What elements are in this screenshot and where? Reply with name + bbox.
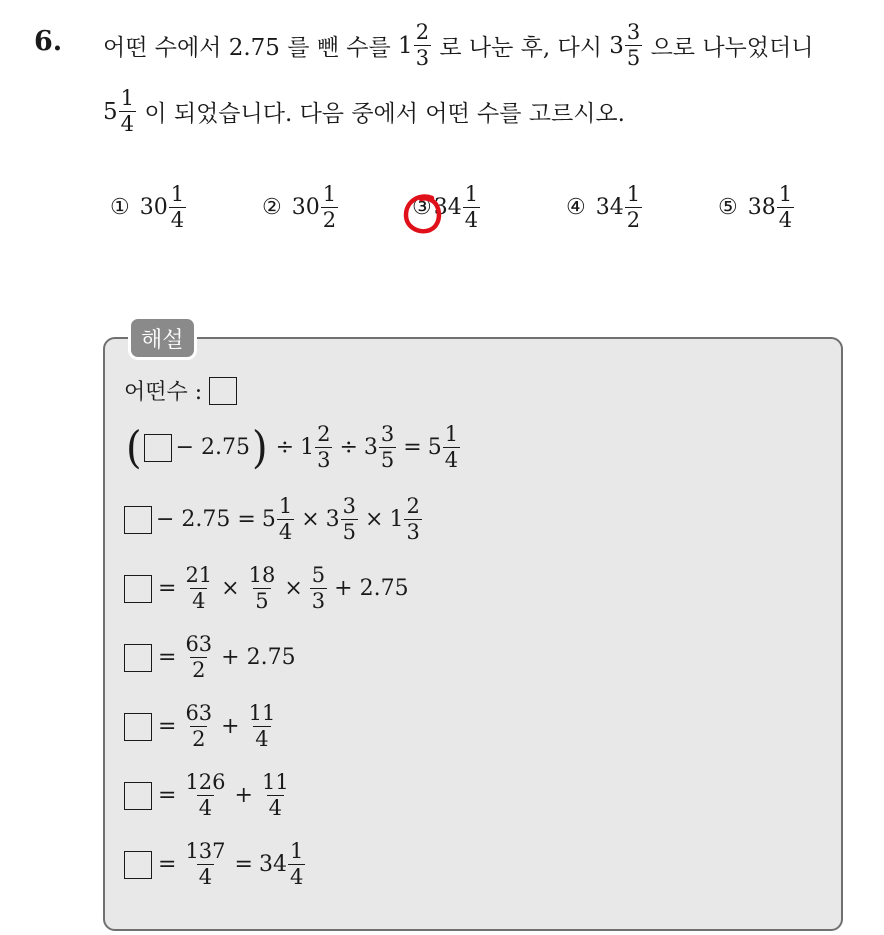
operator: × (221, 576, 240, 601)
fraction-numerator: 3 (342, 494, 357, 518)
fraction-numerator: 3 (380, 422, 395, 446)
operator: × (365, 507, 384, 532)
solution-term: + 2.75 (334, 576, 409, 601)
paren-close: ) (252, 422, 268, 473)
solution-line-4 (124, 565, 409, 612)
choice-fraction (625, 184, 642, 231)
choice-fraction (463, 184, 480, 231)
unknown-box (209, 377, 237, 405)
fraction-numerator: 1 (322, 182, 337, 206)
fraction-denominator: 4 (444, 448, 459, 472)
fraction-numerator: 2 (317, 422, 331, 446)
fraction (315, 424, 332, 471)
fraction-numerator: 3 (626, 20, 641, 44)
mixed-fraction (103, 88, 137, 135)
fraction-numerator: 137 (185, 839, 226, 863)
fraction (183, 841, 227, 888)
choice-whole: 30 (139, 195, 168, 220)
fraction-denominator: 3 (406, 520, 420, 544)
operator: × (301, 507, 320, 532)
fraction-numerator: 11 (261, 770, 289, 794)
fraction-whole: 5 (427, 435, 442, 460)
fraction (625, 22, 642, 69)
fraction-denominator: 2 (322, 208, 337, 232)
unknown-box (124, 713, 152, 741)
fraction-numerator: 1 (289, 839, 304, 863)
fraction (119, 88, 136, 135)
operator: × (284, 576, 303, 601)
fraction-denominator: 5 (255, 589, 269, 613)
fraction-denominator: 4 (278, 520, 293, 544)
fraction-numerator: 63 (185, 632, 213, 656)
fraction (310, 565, 327, 612)
fraction-denominator: 5 (380, 448, 395, 472)
operator: = (158, 714, 177, 739)
solution-line-3 (124, 496, 423, 543)
fraction (443, 424, 460, 471)
operator: = (158, 783, 177, 808)
fraction-numerator: 1 (626, 182, 641, 206)
fraction-denominator: 2 (192, 658, 206, 682)
solution-line-6 (124, 703, 278, 750)
fraction-numerator: 126 (185, 770, 226, 794)
operator: = (403, 435, 422, 460)
operator: ÷ (275, 435, 295, 460)
unknown-box (124, 851, 152, 879)
solution-badge: 해설 (128, 316, 197, 360)
choice-5[interactable] (718, 184, 795, 231)
fraction-whole: 3 (325, 507, 340, 532)
fraction-denominator: 4 (192, 589, 206, 613)
unknown-box (124, 506, 152, 534)
question-text-line-2 (103, 88, 625, 135)
fraction-numerator: 1 (464, 182, 479, 206)
fraction (414, 22, 431, 69)
fraction-whole: 1 (300, 435, 315, 460)
solution-term: − 2.75 = (156, 507, 256, 532)
solution-term: − 2.75 (175, 435, 251, 460)
fraction-denominator: 4 (464, 208, 479, 232)
choice-fraction (321, 184, 338, 231)
choice-number: ④ (566, 195, 586, 220)
mixed-fraction (398, 22, 432, 69)
question-text: 으로 나누었더니 (643, 35, 814, 61)
question-text-line-1 (103, 22, 813, 69)
choice-whole: 34 (595, 195, 624, 220)
choice-number: ① (110, 195, 130, 220)
fraction (247, 703, 278, 750)
unknown-box (144, 434, 172, 462)
fraction-whole: 3 (609, 32, 624, 59)
fraction-denominator: 2 (626, 208, 641, 232)
fraction-whole: 1 (389, 507, 404, 532)
solution-text: 어떤수 : (124, 380, 210, 405)
fraction-denominator: 3 (415, 46, 430, 70)
fraction (341, 496, 358, 543)
paren-open: ( (126, 422, 142, 473)
fraction-numerator: 1 (778, 182, 793, 206)
fraction-numerator: 2 (406, 494, 420, 518)
operator: = (158, 852, 177, 877)
fraction-whole: 34 (258, 852, 287, 877)
choice-4[interactable] (566, 184, 643, 231)
fraction-numerator: 11 (248, 701, 276, 725)
fraction (288, 841, 305, 888)
fraction (183, 634, 214, 681)
fraction (183, 703, 214, 750)
choice-whole: 30 (291, 195, 320, 220)
fraction (260, 772, 291, 819)
fraction-denominator: 4 (268, 796, 283, 820)
fraction-denominator: 5 (626, 46, 641, 70)
choice-fraction (169, 184, 186, 231)
fraction-denominator: 3 (311, 589, 326, 613)
solution-line-2 (124, 424, 461, 471)
fraction-denominator: 4 (170, 208, 185, 232)
choice-1[interactable] (110, 184, 187, 231)
fraction (379, 424, 396, 471)
fraction-denominator: 4 (120, 112, 135, 136)
solution-line-1 (124, 375, 237, 406)
fraction-numerator: 1 (444, 422, 459, 446)
unknown-box (124, 644, 152, 672)
operator: = (234, 852, 253, 877)
mixed-fraction (609, 22, 643, 69)
unknown-box (124, 575, 152, 603)
fraction-numerator: 63 (185, 701, 213, 725)
operator: = (158, 576, 177, 601)
choice-whole: 38 (747, 195, 776, 220)
answer-circle-mark (402, 193, 444, 235)
solution-line-7 (124, 772, 292, 819)
fraction-denominator: 5 (342, 520, 357, 544)
fraction (247, 565, 278, 612)
fraction-whole: 5 (261, 507, 276, 532)
solution-line-8 (124, 841, 306, 888)
fraction-denominator: 4 (198, 865, 213, 889)
solution-line-5 (124, 634, 296, 681)
fraction-numerator: 18 (248, 563, 276, 587)
choice-number: ③ (412, 195, 432, 220)
fraction-numerator: 2 (415, 20, 430, 44)
fraction-whole: 5 (103, 98, 118, 125)
fraction (183, 772, 227, 819)
fraction-denominator: 4 (198, 796, 213, 820)
question-text: 어떤 수에서 2.75 를 뺀 수를 (103, 35, 399, 61)
choice-2[interactable] (262, 184, 339, 231)
fraction (183, 565, 214, 612)
fraction-denominator: 4 (778, 208, 793, 232)
solution-term: + 2.75 (221, 645, 296, 670)
operator: + (234, 783, 253, 808)
fraction-numerator: 1 (278, 494, 293, 518)
choice-number: ② (262, 195, 282, 220)
question-text: 로 나눈 후, 다시 (432, 35, 610, 61)
fraction-numerator: 21 (185, 563, 213, 587)
fraction-denominator: 3 (317, 448, 331, 472)
operator: ÷ (339, 435, 358, 460)
operator: = (158, 645, 177, 670)
operator: + (221, 714, 240, 739)
fraction-numerator: 1 (170, 182, 185, 206)
choice-fraction (777, 184, 794, 231)
fraction-denominator: 4 (289, 865, 304, 889)
question-number: 6. (34, 26, 63, 57)
question-text: 이 되었습니다. 다음 중에서 어떤 수를 고르시오. (137, 101, 625, 127)
fraction-denominator: 4 (255, 727, 269, 751)
fraction (404, 496, 421, 543)
unknown-box (124, 782, 152, 810)
fraction-whole: 1 (398, 32, 413, 59)
fraction-numerator: 1 (120, 86, 135, 110)
fraction-whole: 3 (363, 435, 378, 460)
choice-number: ⑤ (718, 195, 738, 220)
choice-whole: 34 (433, 195, 462, 220)
fraction-numerator: 5 (311, 563, 326, 587)
fraction (277, 496, 294, 543)
fraction-denominator: 2 (192, 727, 206, 751)
